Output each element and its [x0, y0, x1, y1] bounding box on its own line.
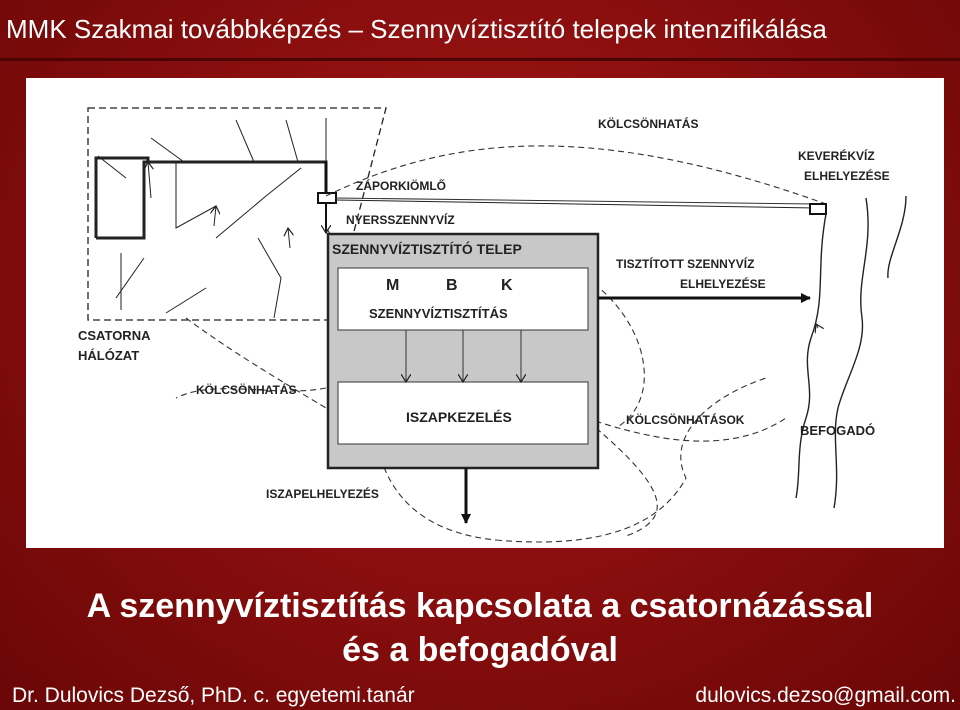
mbk-b-label: B: [446, 277, 458, 294]
wastewater-treatment-label: SZENNYVÍZTISZTÍTÁS: [369, 306, 508, 321]
caption-line2: és a befogadóval: [342, 631, 618, 669]
header-divider: [0, 58, 960, 61]
interactions-label: KÖLCSÖNHATÁSOK: [626, 413, 745, 427]
mixed-water-label-line1: KEVERÉKVÍZ: [798, 149, 875, 163]
mbk-m-label: M: [386, 277, 400, 294]
footer-author: Dr. Dulovics Dezső, PhD. c. egyetemi.tanár: [12, 684, 415, 707]
plant-title: SZENNYVÍZTISZTÍTÓ TELEP: [332, 241, 522, 257]
sewer-network-label-line2: HÁLÓZAT: [78, 348, 140, 363]
mixed-water-outlet: [810, 204, 826, 214]
receiving-water: [796, 196, 906, 508]
sewer-network-label-line1: CSATORNA: [78, 328, 151, 343]
slide-title: MMK Szakmai továbbképzés – Szennyvíztisztító telepek intenzifikálása: [6, 14, 827, 44]
treated-water-label-line2: ELHELYEZÉSE: [680, 277, 766, 291]
treated-water-label-line1: TISZTÍTOTT SZENNYVÍZ: [616, 257, 755, 271]
receiving-water-label: BEFOGADÓ: [800, 423, 876, 438]
raw-wastewater-label: NYERSSZENNYVÍZ: [346, 213, 455, 227]
interaction-label-top: KÖLCSÖNHATÁS: [598, 117, 699, 131]
footer-email[interactable]: dulovics.dezso@gmail.com.: [695, 684, 956, 707]
caption-line1: A szennyvíztisztítás kapcsolata a csatornázással: [86, 587, 874, 625]
mbk-k-label: K: [501, 277, 513, 294]
overflow-structure: [318, 193, 336, 203]
sludge-treatment-label: ISZAPKEZELÉS: [406, 409, 512, 425]
overflow-label: ZÁPORKIÖMLŐ: [356, 179, 446, 193]
sludge-disposal-label: ISZAPELHELYEZÉS: [266, 487, 379, 501]
diagram-panel: [26, 78, 944, 548]
wastewater-diagram: [26, 78, 944, 548]
mixed-water-label-line2: ELHELYEZÉSE: [804, 169, 890, 183]
interaction-label-left: KÖLCSÖNHATÁS: [196, 383, 297, 397]
